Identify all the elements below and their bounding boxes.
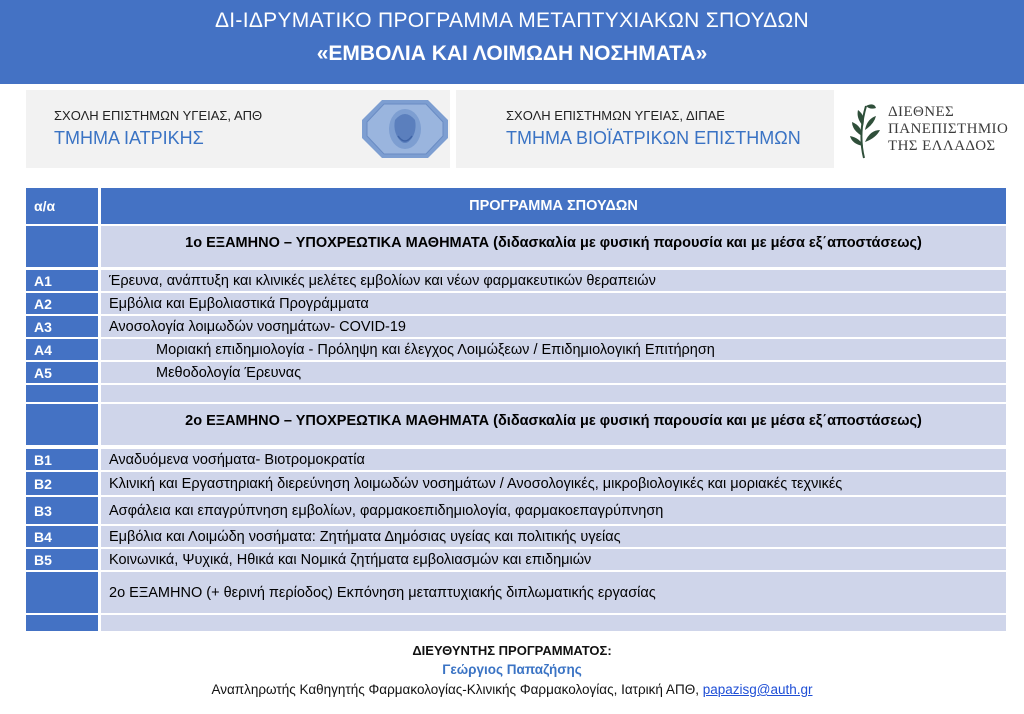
institution-auth xyxy=(26,90,450,168)
course-code: Β2 xyxy=(26,472,98,495)
code-column-header: α/α xyxy=(26,188,98,224)
course-title: Ασφάλεια και επαγρύπνηση εμβολίων, φαρμακοεπιδημιολογία, φαρμακοεπαγρύπνηση xyxy=(101,497,1006,524)
course-code: Β3 xyxy=(26,497,98,524)
course-title: Κλινική και Εργαστηριακή διερεύνηση λοιμωδών νοσημάτων / Ανοσολογικές, μικροβιολογικές και μοριακές τεχνικές xyxy=(101,472,1006,495)
director-name: Γεώργιος Παπαζήσης xyxy=(442,662,582,677)
spacer-row xyxy=(26,615,1006,631)
course-title: Ανοσολογία λοιμωδών νοσημάτων- COVID-19 xyxy=(101,316,1006,337)
thesis-row xyxy=(26,572,1006,613)
school-name: ΣΧΟΛΗ ΕΠΙΣΤΗΜΩΝ ΥΓΕΙΑΣ, ΔΙΠΑΕ xyxy=(506,108,725,123)
table-row xyxy=(26,316,1006,337)
course-title: Κοινωνικά, Ψυχικά, Ηθικά και Νομικά ζητήματα εμβολιασμών και επιδημιών xyxy=(101,549,1006,570)
spacer-row xyxy=(26,385,1006,402)
course-title: Εμβόλια και Λοιμώδη νοσήματα: Ζητήματα Δημόσιας υγείας και πολιτικής υγείας xyxy=(101,526,1006,547)
table-row xyxy=(26,362,1006,383)
course-code: Β1 xyxy=(26,449,98,470)
semester-1-title: 1ο ΕΞΑΜΗΝΟ – ΥΠΟΧΡΕΩΤΙΚΑ ΜΑΘΗΜΑΤΑ (διδασκαλία με φυσική παρουσία και με μέσα εξ΄αποστάσεως) xyxy=(101,226,1006,267)
table-row xyxy=(26,449,1006,470)
program-column-header: ΠΡΟΓΡΑΜΜΑ ΣΠΟΥΔΩΝ xyxy=(101,188,1006,224)
program-title: ΔΙ-ΙΔΡΥΜΑΤΙΚΟ ΠΡΟΓΡΑΜΜΑ ΜΕΤΑΠΤΥΧΙΑΚΩΝ ΣΠΟΥΔΩΝ xyxy=(214,9,810,32)
laurel-branch-icon xyxy=(840,98,888,162)
course-code: Α4 xyxy=(26,339,98,360)
course-code: Β5 xyxy=(26,549,98,570)
course-title: Μεθοδολογία Έρευνας xyxy=(101,362,1006,383)
dipae-name: ΔΙΕΘΝΕΣ ΠΑΝΕΠΙΣΤΗΜΙΟ ΤΗΣ ΕΛΛΑΔΟΣ xyxy=(888,104,1009,154)
semester-1-header xyxy=(26,226,1006,267)
department-name: ΤΜΗΜΑ ΒΙΟΪΑΤΡΙΚΩΝ ΕΠΙΣΤΗΜΩΝ xyxy=(506,128,801,148)
course-title: Αναδυόμενα νοσήματα- Βιοτρομοκρατία xyxy=(101,449,1006,470)
program-subtitle: «ΕΜΒΟΛΙΑ ΚΑΙ ΛΟΙΜΩΔΗ ΝΟΣΗΜΑΤΑ» xyxy=(316,42,708,65)
thesis-title: 2ο ΕΞΑΜΗΝΟ (+ θερινή περίοδος) Εκπόνηση μεταπτυχιακής διπλωματικής εργασίας xyxy=(101,572,1006,613)
director-position: Αναπληρωτής Καθηγητής Φαρμακολογίας-Κλινικής Φαρμακολογίας, Ιατρική ΑΠΘ, xyxy=(211,682,699,697)
course-code: Α5 xyxy=(26,362,98,383)
semester-2-header xyxy=(26,404,1006,445)
course-code: Α3 xyxy=(26,316,98,337)
table-row xyxy=(26,270,1006,291)
semester-2-title: 2ο ΕΞΑΜΗΝΟ – ΥΠΟΧΡΕΩΤΙΚΑ ΜΑΘΗΜΑΤΑ (διδασκαλία με φυσική παρουσία και με μέσα εξ΄αποστάσεως) xyxy=(101,404,1006,445)
table-row xyxy=(26,526,1006,547)
course-title: Έρευνα, ανάπτυξη και κλινικές μελέτες εμβολίων και νέων φαρμακευτικών θεραπειών xyxy=(101,270,1006,291)
title-banner xyxy=(0,0,1024,84)
course-code: Α1 xyxy=(26,270,98,291)
table-row xyxy=(26,497,1006,524)
table-row xyxy=(26,339,1006,360)
school-name: ΣΧΟΛΗ ΕΠΙΣΤΗΜΩΝ ΥΓΕΙΑΣ, ΑΠΘ xyxy=(54,108,263,123)
course-code: Α2 xyxy=(26,293,98,314)
department-name: ΤΜΗΜΑ ΙΑΤΡΙΚΗΣ xyxy=(54,128,204,148)
institution-dipae xyxy=(456,90,834,168)
director-position-line xyxy=(0,682,1024,697)
course-title: Εμβόλια και Εμβολιαστικά Προγράμματα xyxy=(101,293,1006,314)
table-row xyxy=(26,549,1006,570)
auth-seal-icon xyxy=(362,98,448,160)
table-row xyxy=(26,472,1006,495)
table-row xyxy=(26,293,1006,314)
table-header xyxy=(26,188,1006,224)
course-title: Μοριακή επιδημιολογία - Πρόληψη και έλεγχος Λοιμώξεων / Επιδημιολογική Επιτήρηση xyxy=(101,339,1006,360)
course-code: Β4 xyxy=(26,526,98,547)
director-email-link[interactable]: papazisg@auth.gr xyxy=(702,682,813,697)
director-label: ΔΙΕΥΘΥΝΤΗΣ ΠΡΟΓΡΑΜΜΑΤΟΣ: xyxy=(412,643,612,658)
